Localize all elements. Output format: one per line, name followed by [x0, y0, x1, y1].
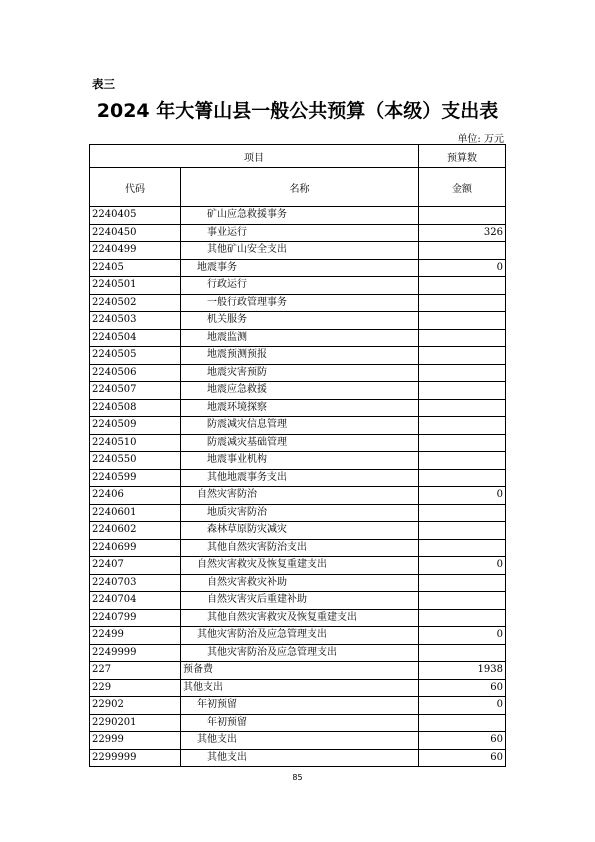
code-cell: 22999 [90, 732, 181, 750]
code-cell: 2240503 [90, 312, 181, 330]
code-cell: 229 [90, 679, 181, 697]
code-cell: 22902 [90, 697, 181, 715]
code-cell: 22406 [90, 487, 181, 505]
amount-cell [419, 452, 506, 470]
amount-cell: 60 [419, 732, 506, 750]
table-row [90, 679, 506, 697]
code-cell: 2240504 [90, 329, 181, 347]
table-row [90, 557, 506, 575]
header-item: 项目 [90, 145, 419, 168]
code-cell: 2290201 [90, 714, 181, 732]
name-cell: 矿山应急救援事务 [181, 207, 419, 225]
amount-cell [419, 294, 506, 312]
name-cell: 其他矿山安全支出 [181, 242, 419, 260]
name-cell: 地质灾害防治 [181, 504, 419, 522]
table-row [90, 347, 506, 365]
table-row [90, 417, 506, 435]
code-cell: 2240599 [90, 469, 181, 487]
amount-cell [419, 592, 506, 610]
name-cell: 年初预留 [181, 714, 419, 732]
amount-cell: 326 [419, 224, 506, 242]
amount-cell: 0 [419, 557, 506, 575]
table-row [90, 294, 506, 312]
table-row [90, 224, 506, 242]
table-row [90, 364, 506, 382]
amount-cell: 60 [419, 749, 506, 767]
table-row [90, 732, 506, 750]
code-cell: 2240508 [90, 399, 181, 417]
table-row [90, 277, 506, 295]
name-cell: 其他支出 [181, 679, 419, 697]
table-row [90, 382, 506, 400]
amount-cell [419, 714, 506, 732]
amount-cell [419, 504, 506, 522]
code-cell: 2240506 [90, 364, 181, 382]
amount-cell [419, 399, 506, 417]
table-row [90, 242, 506, 260]
code-cell: 2240507 [90, 382, 181, 400]
amount-cell: 0 [419, 259, 506, 277]
name-cell: 自然灾害救灾补助 [181, 574, 419, 592]
code-cell: 2240550 [90, 452, 181, 470]
name-cell: 其他自然灾害防治支出 [181, 539, 419, 557]
code-cell: 2240405 [90, 207, 181, 225]
table-body [90, 207, 506, 767]
page-number: 85 [292, 773, 303, 782]
amount-cell: 0 [419, 627, 506, 645]
name-cell: 地震应急救援 [181, 382, 419, 400]
name-cell: 预备费 [181, 662, 419, 680]
code-cell: 227 [90, 662, 181, 680]
table-row [90, 259, 506, 277]
table-row [90, 697, 506, 715]
amount-cell [419, 364, 506, 382]
name-cell: 地震灾害预防 [181, 364, 419, 382]
table-row [90, 434, 506, 452]
amount-cell: 0 [419, 697, 506, 715]
amount-cell: 1938 [419, 662, 506, 680]
name-cell: 防震减灾基础管理 [181, 434, 419, 452]
amount-cell [419, 469, 506, 487]
table-row [90, 207, 506, 225]
name-cell: 其他自然灾害救灾及恢复重建支出 [181, 609, 419, 627]
header-budget: 预算数 [419, 145, 506, 168]
code-cell: 2240699 [90, 539, 181, 557]
code-cell: 2240501 [90, 277, 181, 295]
amount-cell [419, 644, 506, 662]
amount-cell [419, 417, 506, 435]
code-cell: 2240602 [90, 522, 181, 540]
name-cell: 其他支出 [181, 732, 419, 750]
name-cell: 机关服务 [181, 312, 419, 330]
code-cell: 2240450 [90, 224, 181, 242]
table-label: 表三 [92, 77, 115, 91]
amount-cell [419, 382, 506, 400]
amount-cell [419, 329, 506, 347]
table-row [90, 592, 506, 610]
header-name: 名称 [181, 168, 419, 207]
table-row [90, 609, 506, 627]
table-row [90, 714, 506, 732]
code-cell: 2240510 [90, 434, 181, 452]
page-title: 2024 年大箐山县一般公共预算（本级）支出表 [96, 100, 499, 122]
table-row [90, 469, 506, 487]
name-cell: 森林草原防灾减灾 [181, 522, 419, 540]
name-cell: 其他灾害防治及应急管理支出 [181, 627, 419, 645]
table-row [90, 487, 506, 505]
unit-label: 单位: 万元 [457, 134, 504, 145]
code-cell: 2240502 [90, 294, 181, 312]
name-cell: 一般行政管理事务 [181, 294, 419, 312]
code-cell: 22499 [90, 627, 181, 645]
code-cell: 2240499 [90, 242, 181, 260]
amount-cell [419, 347, 506, 365]
amount-cell [419, 277, 506, 295]
amount-cell [419, 539, 506, 557]
header-code: 代码 [90, 168, 181, 207]
table-row [90, 504, 506, 522]
budget-table [89, 144, 506, 767]
table-row [90, 399, 506, 417]
table-row [90, 749, 506, 767]
table-row [90, 522, 506, 540]
name-cell: 地震预测预报 [181, 347, 419, 365]
amount-cell [419, 574, 506, 592]
table-row [90, 539, 506, 557]
name-cell: 自然灾害救灾及恢复重建支出 [181, 557, 419, 575]
code-cell: 22407 [90, 557, 181, 575]
name-cell: 自然灾害灾后重建补助 [181, 592, 419, 610]
amount-cell [419, 312, 506, 330]
amount-cell: 60 [419, 679, 506, 697]
table-row [90, 627, 506, 645]
header-amount: 金额 [419, 168, 506, 207]
name-cell: 防震减灾信息管理 [181, 417, 419, 435]
name-cell: 年初预留 [181, 697, 419, 715]
table-row [90, 312, 506, 330]
code-cell: 2299999 [90, 749, 181, 767]
name-cell: 行政运行 [181, 277, 419, 295]
table-row [90, 329, 506, 347]
table-row [90, 644, 506, 662]
code-cell: 2240601 [90, 504, 181, 522]
amount-cell: 0 [419, 487, 506, 505]
amount-cell [419, 242, 506, 260]
code-cell: 2240703 [90, 574, 181, 592]
name-cell: 其他支出 [181, 749, 419, 767]
code-cell: 22405 [90, 259, 181, 277]
code-cell: 2240704 [90, 592, 181, 610]
table-row [90, 662, 506, 680]
name-cell: 其他灾害防治及应急管理支出 [181, 644, 419, 662]
amount-cell [419, 609, 506, 627]
table-row [90, 574, 506, 592]
name-cell: 地震环境探察 [181, 399, 419, 417]
table-row [90, 452, 506, 470]
name-cell: 事业运行 [181, 224, 419, 242]
code-cell: 2240799 [90, 609, 181, 627]
amount-cell [419, 207, 506, 225]
code-cell: 2240509 [90, 417, 181, 435]
amount-cell [419, 522, 506, 540]
code-cell: 2240505 [90, 347, 181, 365]
name-cell: 其他地震事务支出 [181, 469, 419, 487]
name-cell: 地震监测 [181, 329, 419, 347]
name-cell: 自然灾害防治 [181, 487, 419, 505]
code-cell: 2249999 [90, 644, 181, 662]
amount-cell [419, 434, 506, 452]
name-cell: 地震事务 [181, 259, 419, 277]
name-cell: 地震事业机构 [181, 452, 419, 470]
